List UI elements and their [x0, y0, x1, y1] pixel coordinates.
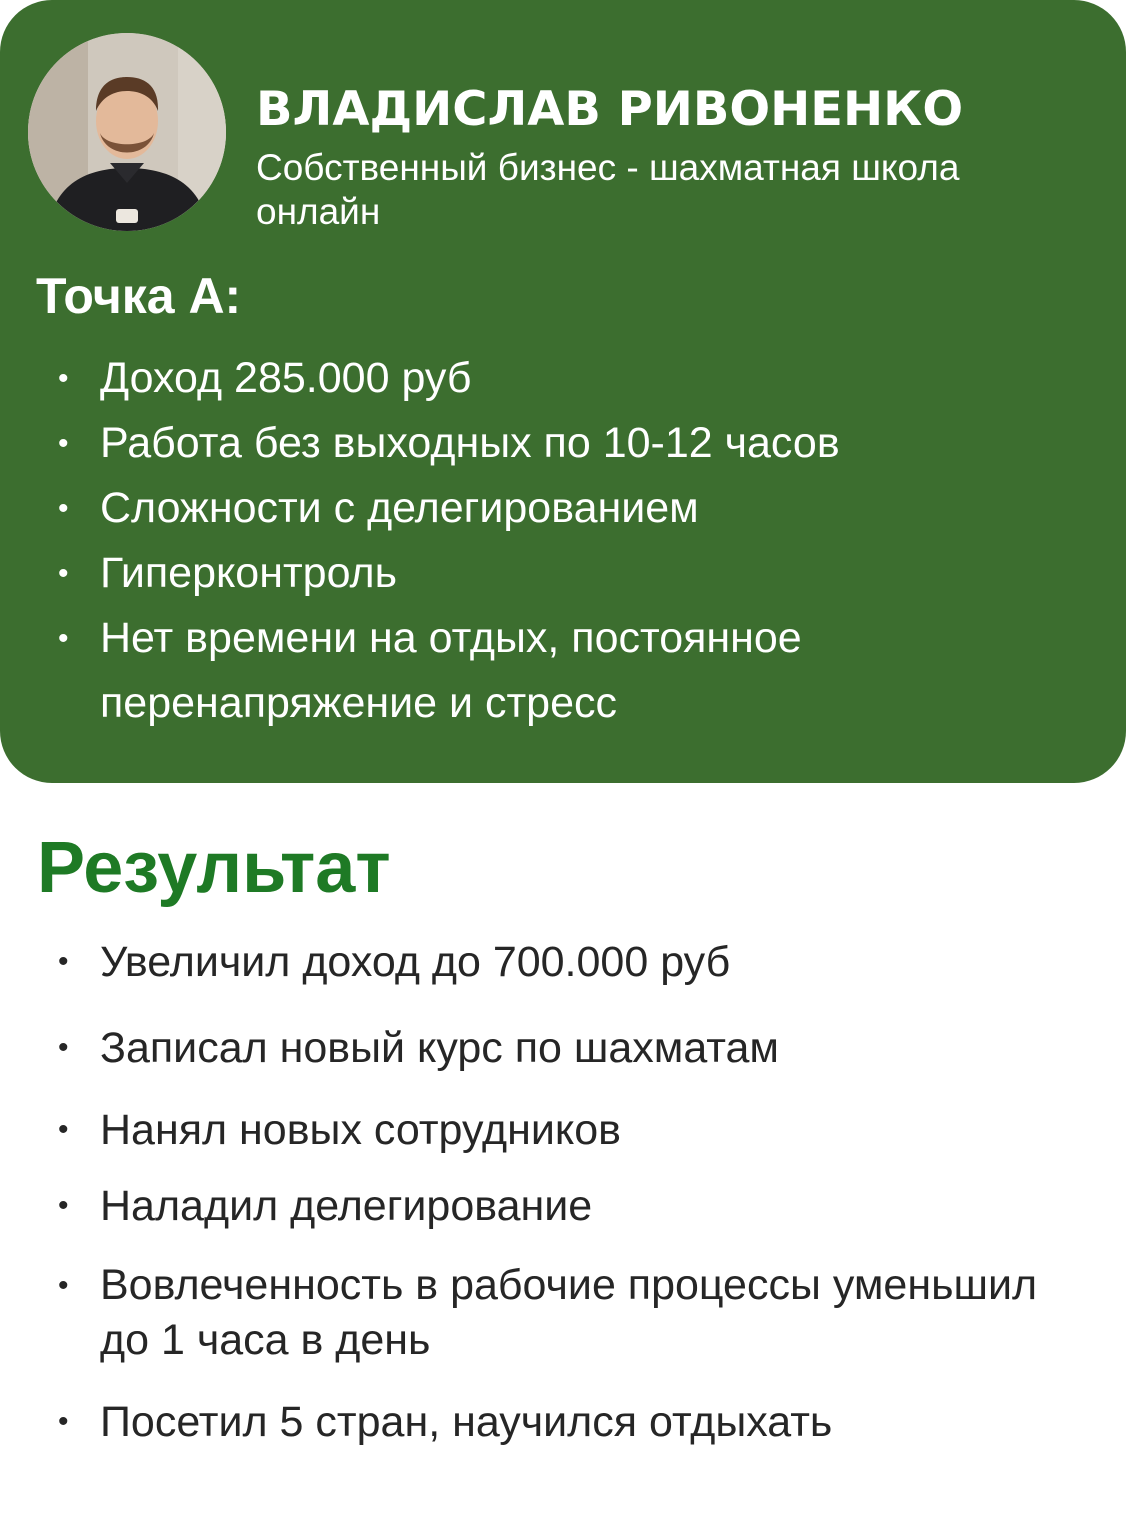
list-item	[58, 1020, 1098, 1076]
list-item-text: Наладил делегирование	[100, 1182, 593, 1230]
person-photo-icon	[28, 33, 226, 231]
list-item	[58, 606, 1098, 736]
bullet-icon: •	[58, 1113, 69, 1146]
list-item-text: Посетил 5 стран, научился отдыхать	[100, 1398, 833, 1446]
bullet-icon: •	[58, 1189, 69, 1222]
list-item-text: Нет времени на отдых, постоянное перенапряжение и стресс	[100, 614, 802, 727]
list-item	[58, 346, 1098, 411]
list-item	[58, 1258, 1098, 1368]
list-item	[58, 476, 1098, 541]
result-title: Результат	[37, 828, 391, 908]
list-item	[58, 1394, 1098, 1450]
list-item-text: Работа без выходных по 10-12 часов	[100, 419, 840, 467]
list-item-text: Увеличил доход до 700.000 руб	[100, 938, 731, 986]
bullet-icon: •	[58, 557, 69, 590]
bullet-icon: •	[58, 945, 69, 978]
bullet-icon: •	[58, 1405, 69, 1438]
bullet-icon: •	[58, 427, 69, 460]
person-name: ВЛАДИСЛАВ РИВОНЕНКО	[256, 82, 964, 137]
list-item-text: Записал новый курс по шахматам	[100, 1024, 779, 1072]
list-item	[58, 1178, 1098, 1234]
bullet-icon: •	[58, 1269, 69, 1302]
result-list	[58, 934, 1098, 1450]
list-item	[58, 1102, 1098, 1158]
bullet-icon: •	[58, 1031, 69, 1064]
list-item-text: Сложности с делегированием	[100, 484, 699, 532]
point-a-title: Точка А:	[36, 268, 242, 324]
list-item-text: Нанял новых сотрудников	[100, 1106, 621, 1154]
point-a-list	[58, 346, 1098, 736]
list-item-text: Вовлеченность в рабочие процессы уменьшил до 1 часа в день	[100, 1261, 1038, 1364]
list-item	[58, 541, 1098, 606]
bullet-icon: •	[58, 622, 69, 655]
list-item	[58, 934, 1098, 990]
list-item	[58, 411, 1098, 476]
list-item-text: Гиперконтроль	[100, 549, 398, 597]
bullet-icon: •	[58, 492, 69, 525]
list-item-text: Доход 285.000 руб	[100, 354, 472, 402]
person-occupation: Собственный бизнес - шахматная школа онлайн	[256, 147, 960, 232]
bullet-icon: •	[58, 362, 69, 395]
